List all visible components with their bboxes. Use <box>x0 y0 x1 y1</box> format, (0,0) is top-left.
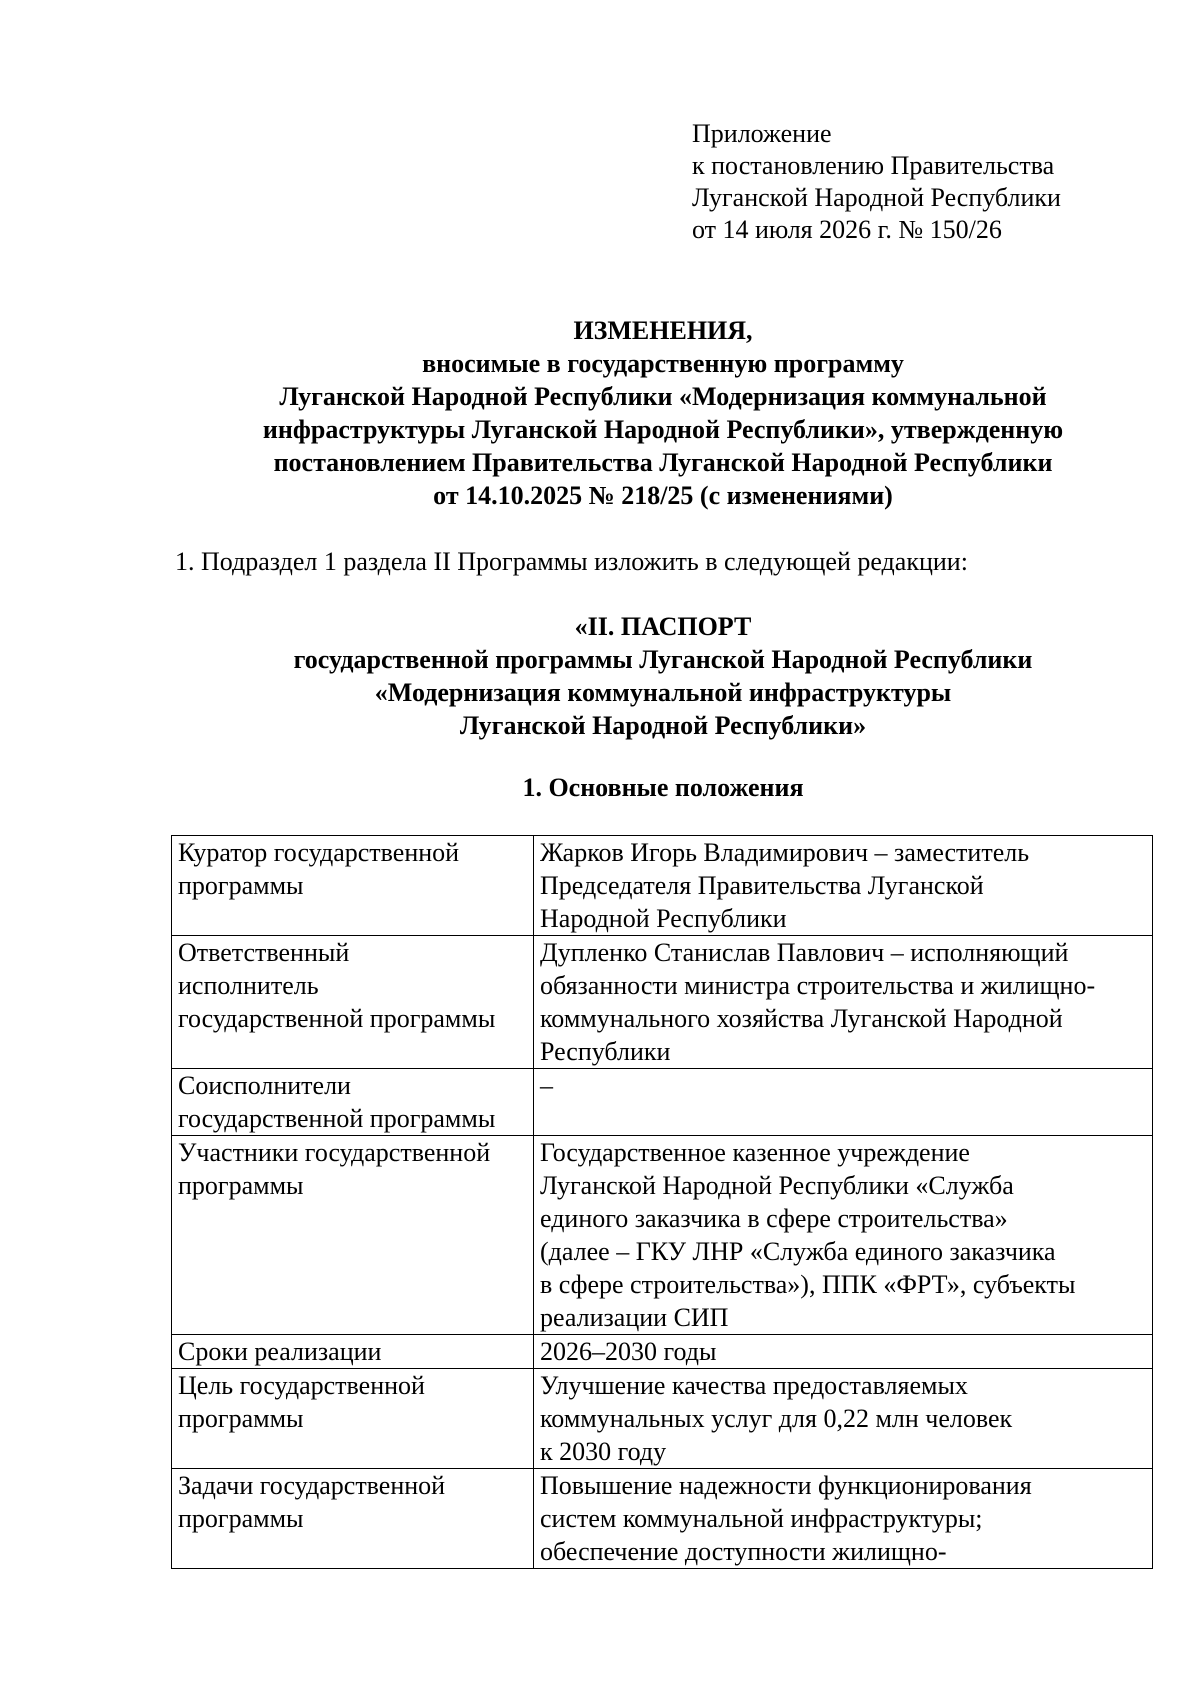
section-heading: 1. Основные положения <box>522 773 804 802</box>
row-value-cell <box>534 1469 1153 1569</box>
row-value-line: Повышение надежности функционирования <box>540 1471 1032 1500</box>
passport-table <box>171 835 1153 1569</box>
row-label-cell <box>172 936 534 1069</box>
row-value-line: коммунального хозяйства Луганской Народной <box>540 1004 1063 1033</box>
title-line: инфраструктуры Луганской Народной Республики», утвержденную <box>262 415 1064 444</box>
row-label-cell <box>172 1136 534 1335</box>
appendix-line: от 14 июля 2026 г. № 150/26 <box>692 215 1002 244</box>
row-value-line: (далее – ГКУ ЛНР «Служба единого заказчика <box>540 1237 1056 1266</box>
title-line: постановлением Правительства Луганской Народной Республики <box>273 448 1053 477</box>
row-value-line: 2026–2030 годы <box>540 1337 717 1366</box>
row-label-line: Задачи государственной <box>178 1471 446 1500</box>
row-value-cell <box>534 1069 1153 1136</box>
passport-line: «II. ПАСПОРТ <box>574 612 752 641</box>
row-value-line: обеспечение доступности жилищно- <box>540 1537 947 1566</box>
row-label-line: программы <box>178 1171 304 1200</box>
row-label-line: государственной программы <box>178 1104 496 1133</box>
intro-paragraph: 1. Подраздел 1 раздела II Программы изложить в следующей редакции: <box>175 547 968 576</box>
title-line: Луганской Народной Республики «Модернизация коммунальной <box>279 382 1047 411</box>
row-label-line: Куратор государственной <box>178 838 460 867</box>
row-label-line: Сроки реализации <box>178 1337 382 1366</box>
row-value-line: систем коммунальной инфраструктуры; <box>540 1504 983 1533</box>
row-value-line: Государственное казенное учреждение <box>540 1138 970 1167</box>
row-label-cell <box>172 1369 534 1469</box>
row-value-cell <box>534 836 1153 936</box>
passport-line: «Модернизация коммунальной инфраструктуры <box>374 678 952 707</box>
row-label-line: Ответственный <box>178 938 350 967</box>
row-value-cell <box>534 936 1153 1069</box>
document-title <box>120 314 1200 512</box>
row-value-line: обязанности министра строительства и жилищно- <box>540 971 1096 1000</box>
table-row <box>172 1069 1153 1136</box>
title-line: ИЗМЕНЕНИЯ, <box>573 316 753 345</box>
row-label-line: программы <box>178 871 304 900</box>
row-value-line: Республики <box>540 1037 671 1066</box>
passport-line: Луганской Народной Республики» <box>459 711 867 740</box>
table-row <box>172 1335 1153 1369</box>
title-line: вносимые в государственную программу <box>422 349 904 378</box>
row-label-line: Цель государственной <box>178 1371 425 1400</box>
row-value-line: Председателя Правительства Луганской <box>540 871 984 900</box>
table-row <box>172 1369 1153 1469</box>
table-body <box>172 836 1153 1569</box>
passport-line: государственной программы Луганской Народной Республики <box>293 645 1033 674</box>
passport-heading <box>120 610 1200 742</box>
row-value-line: – <box>540 1071 553 1100</box>
row-value-line: Жарков Игорь Владимирович – заместитель <box>540 838 1030 867</box>
row-value-line: единого заказчика в сфере строительства» <box>540 1204 1008 1233</box>
row-label-cell <box>172 1069 534 1136</box>
row-value-cell <box>534 1335 1153 1369</box>
row-label-cell <box>172 1469 534 1569</box>
table-row <box>172 1469 1153 1569</box>
appendix-line: к постановлению Правительства <box>692 151 1055 180</box>
title-line: от 14.10.2025 № 218/25 (с изменениями) <box>433 481 893 510</box>
appendix-line: Приложение <box>692 119 832 148</box>
table-row <box>172 936 1153 1069</box>
table-row <box>172 836 1153 936</box>
row-label-line: исполнитель <box>178 971 319 1000</box>
appendix-reference <box>692 118 1172 246</box>
row-value-line: Дупленко Станислав Павлович – исполняющий <box>540 938 1069 967</box>
row-label-line: программы <box>178 1504 304 1533</box>
appendix-line: Луганской Народной Республики <box>692 183 1061 212</box>
row-label-line: государственной программы <box>178 1004 496 1033</box>
row-value-cell <box>534 1136 1153 1335</box>
row-value-line: Народной Республики <box>540 904 787 933</box>
row-value-line: реализации СИП <box>540 1303 729 1332</box>
row-value-line: к 2030 году <box>540 1437 667 1466</box>
row-value-line: коммунальных услуг для 0,22 млн человек <box>540 1404 1013 1433</box>
row-value-line: Улучшение качества предоставляемых <box>540 1371 968 1400</box>
row-label-cell <box>172 836 534 936</box>
row-label-line: Соисполнители <box>178 1071 351 1100</box>
row-value-line: в сфере строительства»), ППК «ФРТ», субъекты <box>540 1270 1076 1299</box>
row-label-line: Участники государственной <box>178 1138 491 1167</box>
row-value-cell <box>534 1369 1153 1469</box>
row-value-line: Луганской Народной Республики «Служба <box>540 1171 1014 1200</box>
row-label-line: программы <box>178 1404 304 1433</box>
row-label-cell <box>172 1335 534 1369</box>
table-row <box>172 1136 1153 1335</box>
